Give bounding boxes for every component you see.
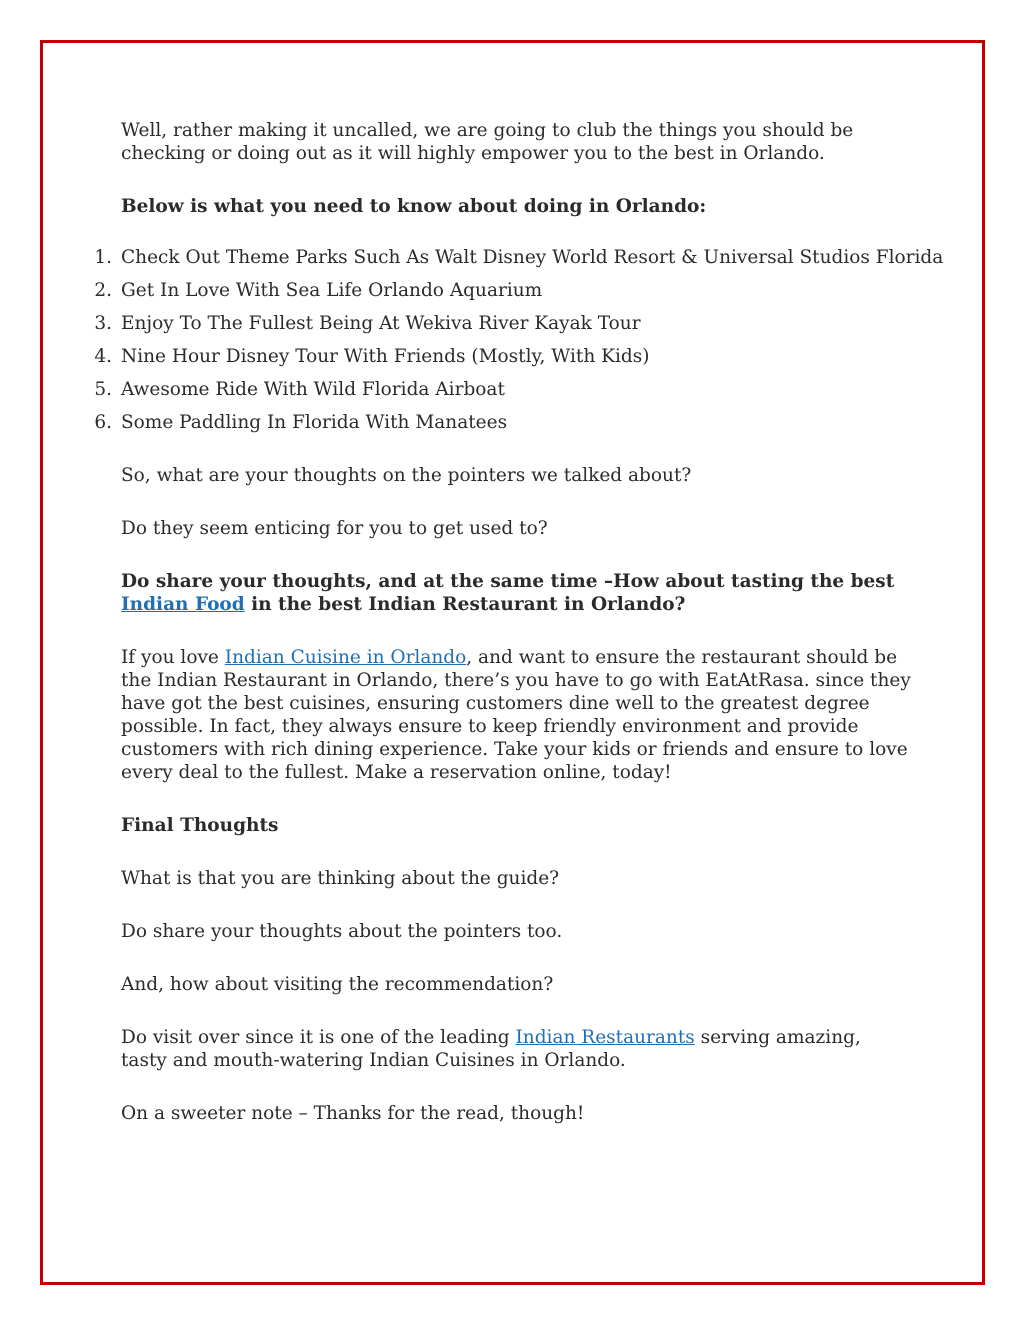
- list-number: 5.: [94, 379, 112, 400]
- list-item: [94, 246, 944, 279]
- list-item-text: Check Out Theme Parks Such As Walt Disney World Resort & Universal Studios Florida: [121, 247, 944, 268]
- closing-line: On a sweeter note – Thanks for the read, though!: [121, 1103, 585, 1124]
- final-thoughts-heading: Final Thoughts: [121, 815, 279, 836]
- final-question-pointers: Do share your thoughts about the pointers too.: [121, 921, 563, 942]
- visit-paragraph: [121, 1026, 911, 1072]
- restaurant-paragraph: [121, 646, 911, 784]
- indian-food-link[interactable]: Indian Food: [121, 594, 245, 615]
- final-question-visiting: And, how about visiting the recommendation?: [121, 974, 554, 995]
- list-number: 6.: [94, 412, 112, 433]
- list-number: 1.: [94, 247, 112, 268]
- restaurant-paragraph-after: , and want to ensure the restaurant should be the Indian Restaurant in Orlando, there’s you have to go with EatAtRasa. since they have got the best cuisines, ensuring customers dine well to the greatest degree possible. In fact, they always ensure to keep friendly environment and provide customers with rich dining experience. Take your kids or friends and ensure to love every deal to the fullest. Make a reservation online, today!: [121, 647, 911, 783]
- list-item-text: Get In Love With Sea Life Orlando Aquarium: [121, 280, 543, 301]
- share-heading-after: in the best Indian Restaurant in Orlando?: [244, 594, 686, 615]
- list-item: [94, 345, 911, 378]
- list-number: 3.: [94, 313, 112, 334]
- list-heading: Below is what you need to know about doing in Orlando:: [121, 196, 707, 217]
- share-heading: [121, 570, 911, 616]
- list-number: 2.: [94, 280, 112, 301]
- list-number: 4.: [94, 346, 112, 367]
- restaurant-paragraph-before: If you love: [121, 647, 225, 668]
- list-item-text: Enjoy To The Fullest Being At Wekiva River Kayak Tour: [121, 313, 641, 334]
- share-heading-before: Do share your thoughts, and at the same time –How about tasting the best: [121, 571, 895, 592]
- question-thoughts: So, what are your thoughts on the pointers we talked about?: [121, 465, 692, 486]
- list-item-text: Nine Hour Disney Tour With Friends (Mostly, With Kids): [121, 346, 650, 367]
- list-item: [94, 312, 911, 345]
- final-question-guide: What is that you are thinking about the guide?: [121, 868, 560, 889]
- intro-paragraph: Well, rather making it uncalled, we are going to club the things you should be checking or doing out as it will highly empower you to the best in Orlando.: [121, 120, 854, 164]
- document-body: [94, 119, 944, 1125]
- list-item: [94, 411, 911, 444]
- visit-paragraph-after: serving amazing, tasty and mouth-watering Indian Cuisines in Orlando.: [121, 1027, 861, 1071]
- list-item-text: Awesome Ride With Wild Florida Airboat: [121, 379, 505, 400]
- list-item-text: Some Paddling In Florida With Manatees: [121, 412, 508, 433]
- question-enticing: Do they seem enticing for you to get used to?: [121, 518, 548, 539]
- visit-paragraph-before: Do visit over since it is one of the leading: [121, 1027, 516, 1048]
- list-item: [94, 378, 911, 411]
- list-item: [94, 279, 911, 312]
- things-to-do-list: [94, 246, 944, 444]
- indian-cuisine-link[interactable]: Indian Cuisine in Orlando: [224, 647, 467, 668]
- indian-restaurants-link[interactable]: Indian Restaurants: [515, 1027, 695, 1048]
